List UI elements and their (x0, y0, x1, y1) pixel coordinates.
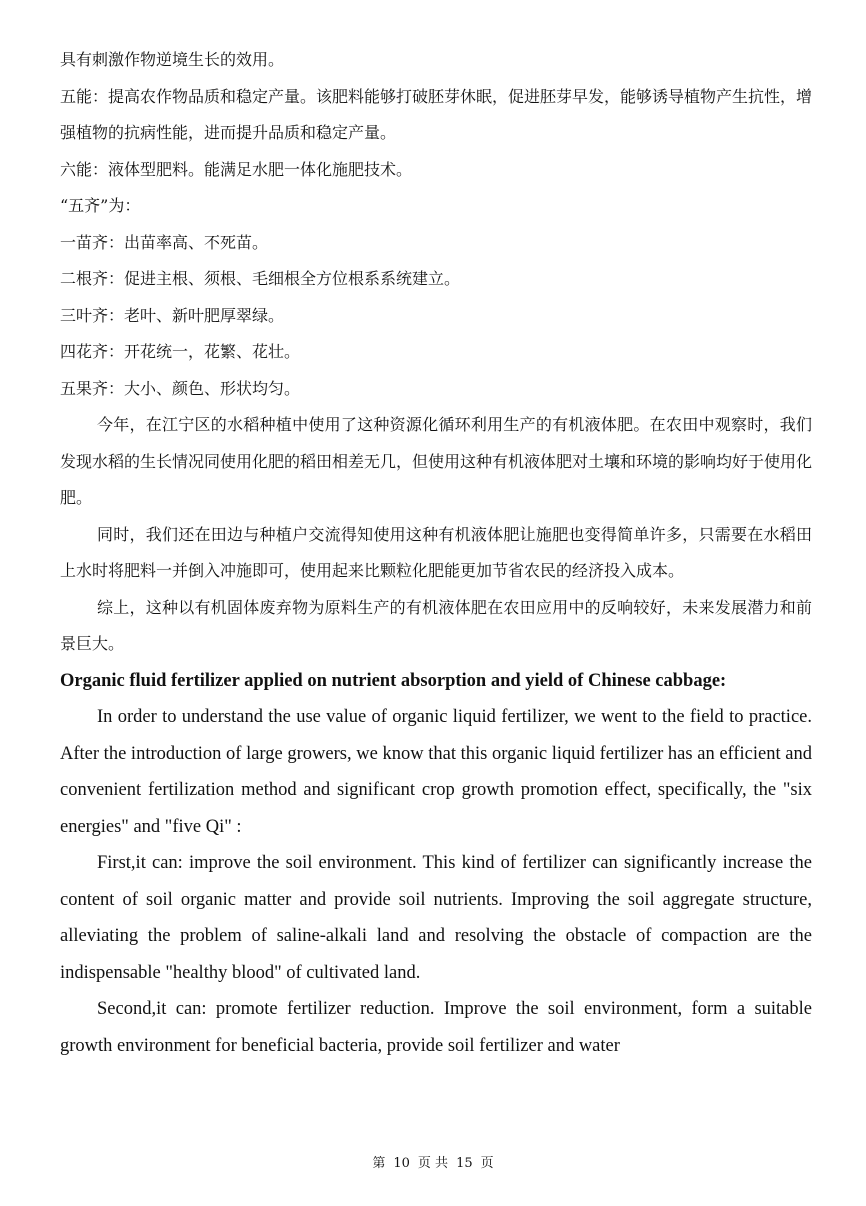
paragraph-cn-12: 综上，这种以有机固体废弃物为原料生产的有机液体肥在农田应用中的反响较好，未来发展潜力和前景巨大。 (60, 597, 812, 653)
paragraph-cn-11: 同时，我们还在田边与种植户交流得知使用这种有机液体肥让施肥也变得简单许多，只需要在水稻田上水时将肥料一并倒入冲施即可，使用起来比颗粒化肥能更加节省农民的经济投入成本。 (60, 524, 812, 580)
paragraph-cn-7: 三叶齐：老叶、新叶肥厚翠绿。 (60, 305, 285, 325)
paragraph-cn-2: 五能：提高农作物品质和稳定产量。该肥料能够打破胚芽休眠，促进胚芽早发，能够诱导植物产生抗性，增强植物的抗病性能，进而提升品质和稳定产量。 (60, 86, 813, 142)
paragraph-cn-8: 四花齐：开花统一，花繁、花壮。 (60, 342, 301, 361)
paragraph-cn-5: 一苗齐：出苗率高、不死苗。 (60, 232, 269, 252)
footer-total-pages: 15 (456, 1156, 473, 1171)
paragraph-en-1: In order to understand the use value of organic liquid fertilizer, we went to the field to practice. After the introduction of large growers, we know that this organic liquid fertilizer has an efficient and convenient fertilization method and significant crop growth promotion effect, specifically, the "six energies" and "five Qi" : (60, 707, 812, 837)
paragraph-en-3: Second,it can: promote fertilizer reduction. Improve the soil environment, form a suitable growth environment for beneficial bacteria, provide soil fertilizer and water (60, 999, 812, 1056)
paragraph-cn-1: 具有刺激作物逆境生长的效用。 (60, 50, 285, 69)
section-heading-en: Organic fluid fertilizer applied on nutrient absorption and yield of Chinese cabbage: (60, 670, 727, 691)
footer-middle: 页 共 (417, 1156, 449, 1171)
footer-page-number: 10 (393, 1156, 410, 1171)
paragraph-cn-6: 二根齐：促进主根、须根、毛细根全方位根系系统建立。 (60, 269, 461, 288)
document-page (60, 42, 812, 1064)
page-footer (0, 1152, 866, 1171)
paragraph-cn-4: “五齐”为： (60, 196, 141, 215)
paragraph-cn-9: 五果齐：大小、颜色、形状均匀。 (60, 378, 301, 398)
paragraph-cn-3: 六能：液体型肥料。能满足水肥一体化施肥技术。 (60, 159, 413, 179)
footer-suffix: 页 (480, 1156, 494, 1171)
paragraph-en-2: First,it can: improve the soil environment. This kind of fertilizer can significantly increase the content of soil organic matter and provide soil nutrients. Improving the soil aggregate structure, alleviating the problem of saline-alkali land and resolving the obstacle of compaction are the indispensable "healthy blood" of cultivated land. (60, 853, 812, 983)
paragraph-cn-10: 今年，在江宁区的水稻种植中使用了这种资源化循环利用生产的有机液体肥。在农田中观察时，我们发现水稻的生长情况同使用化肥的稻田相差无几，但使用这种有机液体肥对土壤和环境的影响均好于使用化肥。 (60, 415, 813, 507)
footer-prefix: 第 (372, 1156, 386, 1171)
